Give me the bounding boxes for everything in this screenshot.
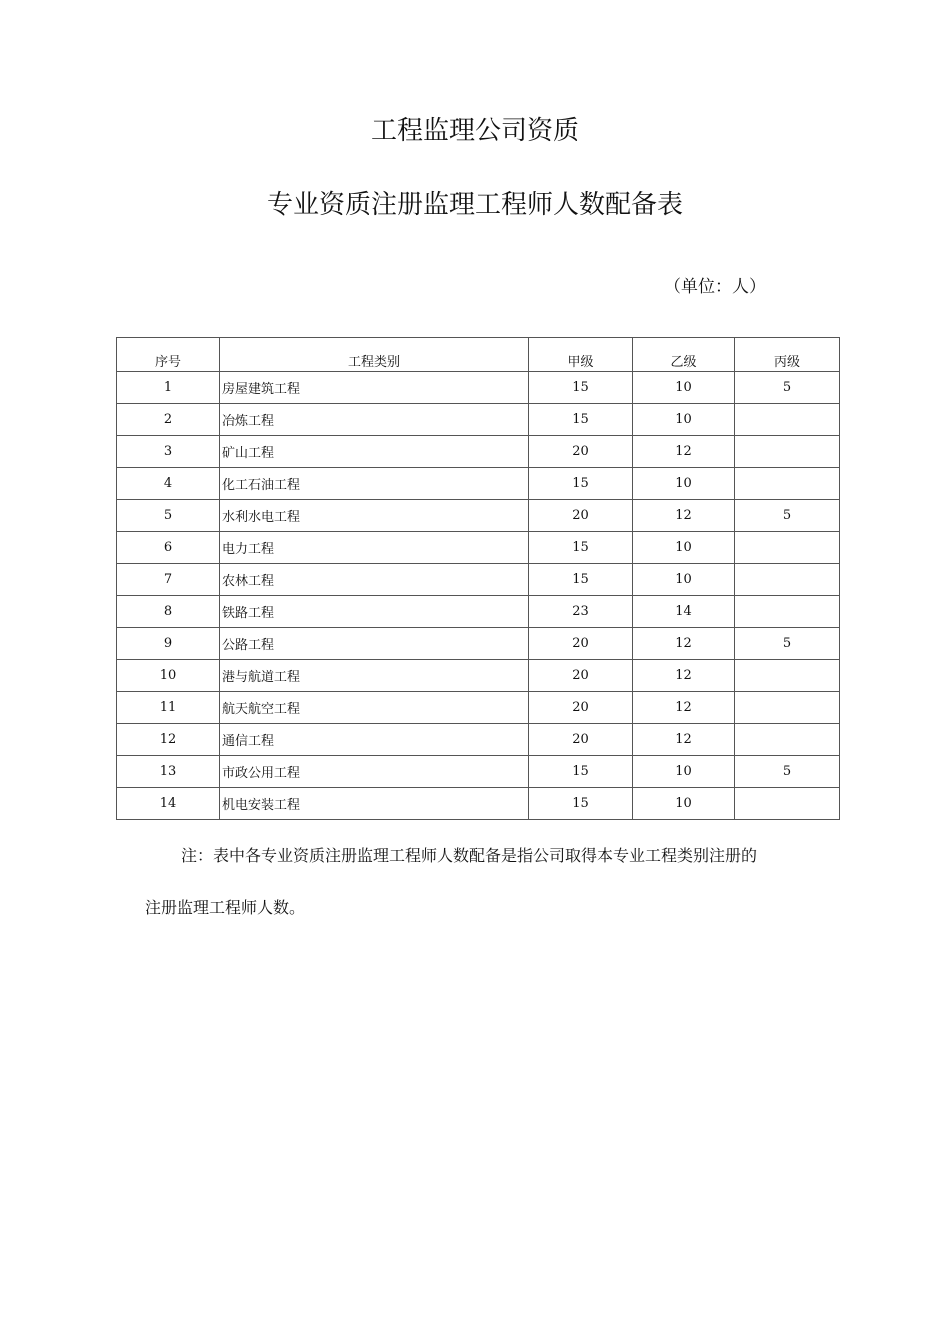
cell-grade-a: 15 bbox=[529, 404, 633, 436]
table-row bbox=[117, 404, 840, 436]
cell-grade-a: 15 bbox=[529, 532, 633, 564]
cell-grade-a: 15 bbox=[529, 372, 633, 404]
cell-grade-c bbox=[735, 660, 840, 692]
unit-label: （单位：人） bbox=[664, 277, 766, 297]
cell-seq: 3 bbox=[117, 436, 220, 468]
cell-grade-b: 10 bbox=[633, 564, 735, 596]
cell-grade-b: 10 bbox=[633, 788, 735, 820]
cell-seq: 5 bbox=[117, 500, 220, 532]
cell-grade-b: 12 bbox=[633, 436, 735, 468]
cell-category: 铁路工程 bbox=[220, 596, 529, 628]
cell-grade-c bbox=[735, 692, 840, 724]
cell-grade-b: 12 bbox=[633, 628, 735, 660]
cell-grade-a: 15 bbox=[529, 468, 633, 500]
header-category: 工程类别 bbox=[220, 338, 529, 372]
document-title: 工程监理公司资质 bbox=[370, 116, 579, 146]
cell-category: 航天航空工程 bbox=[220, 692, 529, 724]
table-row bbox=[117, 532, 840, 564]
cell-grade-b: 10 bbox=[633, 404, 735, 436]
cell-seq: 7 bbox=[117, 564, 220, 596]
table-row bbox=[117, 628, 840, 660]
table-body bbox=[117, 372, 840, 820]
cell-seq: 12 bbox=[117, 724, 220, 756]
table-row bbox=[117, 724, 840, 756]
cell-grade-c bbox=[735, 788, 840, 820]
table-row bbox=[117, 596, 840, 628]
cell-grade-c bbox=[735, 596, 840, 628]
cell-grade-c: 5 bbox=[735, 500, 840, 532]
cell-seq: 14 bbox=[117, 788, 220, 820]
cell-seq: 2 bbox=[117, 404, 220, 436]
table-row bbox=[117, 564, 840, 596]
cell-grade-b: 10 bbox=[633, 532, 735, 564]
document-subtitle: 专业资质注册监理工程师人数配备表 bbox=[266, 190, 683, 220]
cell-seq: 6 bbox=[117, 532, 220, 564]
cell-grade-c bbox=[735, 436, 840, 468]
note-line-2: 注册监理工程师人数。 bbox=[145, 898, 306, 917]
cell-grade-a: 20 bbox=[529, 660, 633, 692]
cell-grade-c bbox=[735, 564, 840, 596]
cell-seq: 10 bbox=[117, 660, 220, 692]
cell-grade-a: 15 bbox=[529, 788, 633, 820]
staffing-table bbox=[116, 337, 840, 820]
cell-category: 港与航道工程 bbox=[220, 660, 529, 692]
cell-grade-a: 23 bbox=[529, 596, 633, 628]
cell-seq: 11 bbox=[117, 692, 220, 724]
cell-grade-b: 12 bbox=[633, 692, 735, 724]
table-row bbox=[117, 500, 840, 532]
cell-grade-a: 15 bbox=[529, 756, 633, 788]
cell-grade-c bbox=[735, 404, 840, 436]
cell-grade-b: 10 bbox=[633, 372, 735, 404]
cell-category: 矿山工程 bbox=[220, 436, 529, 468]
table-row bbox=[117, 436, 840, 468]
cell-seq: 1 bbox=[117, 372, 220, 404]
cell-category: 农林工程 bbox=[220, 564, 529, 596]
cell-grade-b: 14 bbox=[633, 596, 735, 628]
cell-seq: 4 bbox=[117, 468, 220, 500]
cell-grade-b: 10 bbox=[633, 756, 735, 788]
cell-category: 公路工程 bbox=[220, 628, 529, 660]
table-row bbox=[117, 788, 840, 820]
cell-grade-a: 20 bbox=[529, 628, 633, 660]
header-grade-b: 乙级 bbox=[633, 338, 735, 372]
header-grade-a: 甲级 bbox=[529, 338, 633, 372]
cell-grade-c: 5 bbox=[735, 756, 840, 788]
table-row bbox=[117, 468, 840, 500]
cell-category: 冶炼工程 bbox=[220, 404, 529, 436]
cell-grade-a: 20 bbox=[529, 692, 633, 724]
cell-category: 通信工程 bbox=[220, 724, 529, 756]
note-line-1: 注：表中各专业资质注册监理工程师人数配备是指公司取得本专业工程类别注册的 bbox=[181, 846, 758, 865]
cell-grade-c bbox=[735, 468, 840, 500]
cell-seq: 8 bbox=[117, 596, 220, 628]
table-header-row bbox=[117, 338, 840, 372]
cell-grade-b: 12 bbox=[633, 500, 735, 532]
table-row bbox=[117, 372, 840, 404]
table-row bbox=[117, 692, 840, 724]
table-row bbox=[117, 660, 840, 692]
cell-category: 市政公用工程 bbox=[220, 756, 529, 788]
cell-seq: 13 bbox=[117, 756, 220, 788]
cell-grade-b: 12 bbox=[633, 724, 735, 756]
cell-grade-c: 5 bbox=[735, 372, 840, 404]
cell-grade-c bbox=[735, 532, 840, 564]
cell-grade-a: 15 bbox=[529, 564, 633, 596]
cell-grade-a: 20 bbox=[529, 436, 633, 468]
cell-grade-a: 20 bbox=[529, 500, 633, 532]
cell-grade-c: 5 bbox=[735, 628, 840, 660]
cell-grade-c bbox=[735, 724, 840, 756]
cell-category: 水利水电工程 bbox=[220, 500, 529, 532]
header-seq: 序号 bbox=[117, 338, 220, 372]
cell-grade-b: 10 bbox=[633, 468, 735, 500]
table-row bbox=[117, 756, 840, 788]
cell-grade-b: 12 bbox=[633, 660, 735, 692]
cell-category: 机电安装工程 bbox=[220, 788, 529, 820]
cell-category: 化工石油工程 bbox=[220, 468, 529, 500]
cell-seq: 9 bbox=[117, 628, 220, 660]
cell-grade-a: 20 bbox=[529, 724, 633, 756]
cell-category: 房屋建筑工程 bbox=[220, 372, 529, 404]
header-grade-c: 丙级 bbox=[735, 338, 840, 372]
cell-category: 电力工程 bbox=[220, 532, 529, 564]
